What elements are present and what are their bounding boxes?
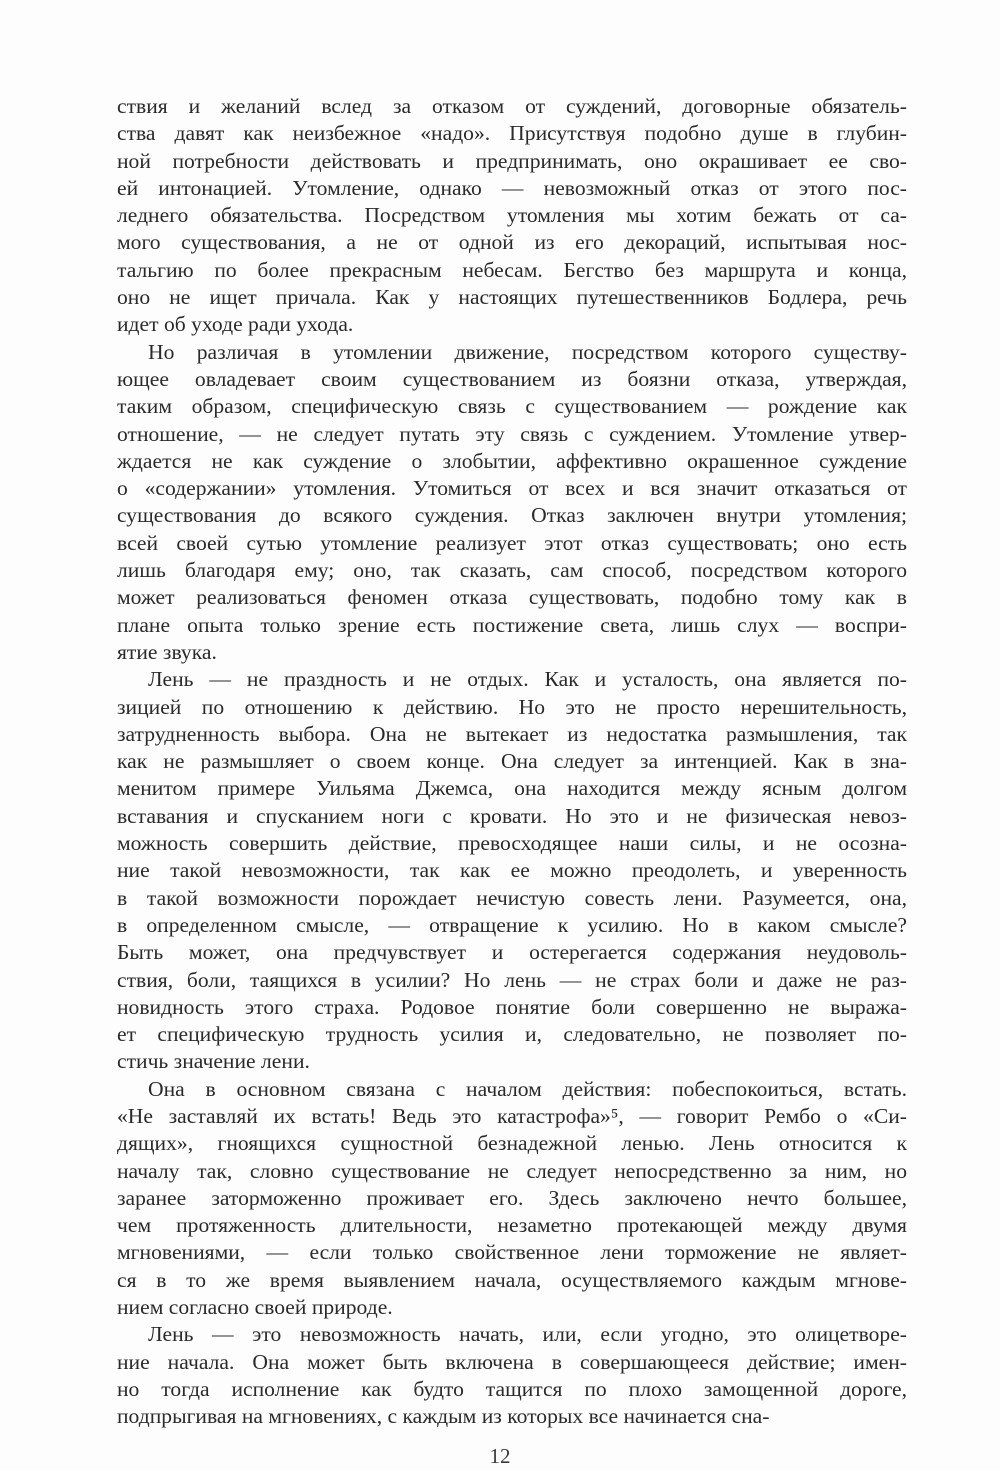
text-line: ства давят как неизбежное «надо». Присутствуя подобно душе в глубин- <box>117 121 907 146</box>
text-line: ющее овладевает своим существованием из боязни отказа, утверждая, <box>117 366 907 391</box>
text-line: Лень — не праздность и не отдых. Как и усталость, она является по- <box>148 667 907 692</box>
text-line: ние начала. Она может быть включена в совершающееся действие; имен- <box>117 1349 907 1374</box>
text-line: стичь значение лени. <box>117 1049 310 1074</box>
text-line: менитом примере Уильяма Джемса, она находится между ясным долгом <box>117 776 907 801</box>
text-line: «Не заставляй их встать! Ведь это катастрофа»⁵, — говорит Рембо о «Си- <box>117 1103 907 1128</box>
paragraph <box>117 666 907 1075</box>
text-line: идет об уходе ради ухода. <box>117 312 354 337</box>
text-line: мгновениями, — если только свойственное лени торможение не являет- <box>117 1240 907 1265</box>
text-line: подпрыгивая на мгновениях, с каждым из которых все начинается сна- <box>117 1404 770 1429</box>
text-line: ждается не как суждение о злобытии, аффективно окрашенное суждение <box>117 448 907 473</box>
text-line: Лень — это невозможность начать, или, если угодно, это олицетворе- <box>148 1322 907 1347</box>
paragraph <box>117 339 907 667</box>
text-line: лишь благодаря ему; оно, так сказать, сам способ, посредством которого <box>117 558 907 583</box>
text-line: о «содержании» утомления. Утомиться от всех и вся значит отказаться от <box>117 476 907 501</box>
text-line: Но различая в утомлении движение, посредством которого существу- <box>148 339 907 364</box>
text-line: можность совершить действие, превосходящее наши силы, и не осозна- <box>117 831 907 856</box>
page-number: 12 <box>489 1444 511 1468</box>
paragraph <box>117 1076 907 1322</box>
paragraph <box>117 1321 907 1430</box>
text-line: ствия и желаний вслед за отказом от суждений, договорные обязатель- <box>117 94 907 118</box>
text-line: вставания и спусканием ноги с кровати. Но это и не физическая невоз- <box>117 803 907 828</box>
text-line: ет специфическую трудность усилия и, следовательно, не позволяет по- <box>117 1022 907 1047</box>
text-line: мого существования, а не от одной из его декораций, испытывая нос- <box>117 230 907 255</box>
text-line: ствия, боли, таящихся в усилии? Но лень — не страх боли и даже не раз- <box>117 967 907 992</box>
text-line: таким образом, специфическую связь с существованием — рождение как <box>117 394 907 419</box>
text-line: оно не ищет причала. Как у настоящих путешественников Бодлера, речь <box>117 285 907 310</box>
text-line: Быть может, она предчувствует и остерегается содержания неудоволь- <box>117 940 907 965</box>
text-line: ятие звука. <box>117 639 217 664</box>
text-line: в такой возможности порождает нечистую совесть лени. Разумеется, она, <box>117 885 907 910</box>
text-line: заранее заторможенно проживает его. Здесь заключено нечто большее, <box>117 1185 907 1210</box>
text-line: Она в основном связана с началом действия: побеспокоиться, встать. <box>148 1076 907 1101</box>
text-line: новидность этого страха. Родовое понятие боли совершенно не выража- <box>117 994 907 1019</box>
text-line: ной потребности действовать и предпринимать, оно окрашивает ее сво- <box>117 148 907 173</box>
text-line: но тогда исполнение как будто тащится по плохо замощенной дороге, <box>117 1376 907 1401</box>
text-line: плане опыта только зрение есть постижение света, лишь слух — воспри- <box>117 612 907 637</box>
text-line: ей интонацией. Утомление, однако — невозможный отказ от этого пос- <box>117 175 907 200</box>
text-line: ся в то же время выявлением начала, осуществляемого каждым мгнове- <box>117 1267 907 1292</box>
text-line: нием согласно своей природе. <box>117 1295 393 1320</box>
text-line: затрудненность выбора. Она не вытекает из недостатка размышления, так <box>117 721 907 746</box>
text-line: всей своей сутью утомление реализует этот отказ существовать; оно есть <box>117 530 907 555</box>
text-line: зицией по отношению к действию. Но это не просто нерешительность, <box>117 694 907 719</box>
text-line: леднего обязательства. Посредством утомления мы хотим бежать от са- <box>117 203 907 228</box>
text-line: как не размышляет о своем конце. Она следует за интенцией. Как в зна- <box>117 749 907 774</box>
text-line: чем протяженность длительности, незаметно протекающей между двумя <box>117 1213 907 1238</box>
body-text <box>117 93 907 1431</box>
text-line: может реализоваться феномен отказа существовать, подобно тому как в <box>117 585 907 610</box>
text-line: отношение, — не следует путать эту связь с суждением. Утомление утвер- <box>117 421 907 446</box>
text-line: дящих», гноящихся сущностной безнадежной ленью. Лень относится к <box>117 1131 907 1156</box>
text-line: существования до всякого суждения. Отказ заключен внутри утомления; <box>117 503 907 528</box>
paragraph <box>117 93 907 339</box>
text-line: началу так, словно существование не следует непосредственно за ним, но <box>117 1158 907 1183</box>
text-line: тальгию по более прекрасным небесам. Бегство без маршрута и конца, <box>117 257 907 282</box>
text-line: ние такой невозможности, так как ее можно преодолеть, и уверенность <box>117 858 907 883</box>
text-line: в определенном смысле, — отвращение к усилию. Но в каком смысле? <box>117 912 907 937</box>
